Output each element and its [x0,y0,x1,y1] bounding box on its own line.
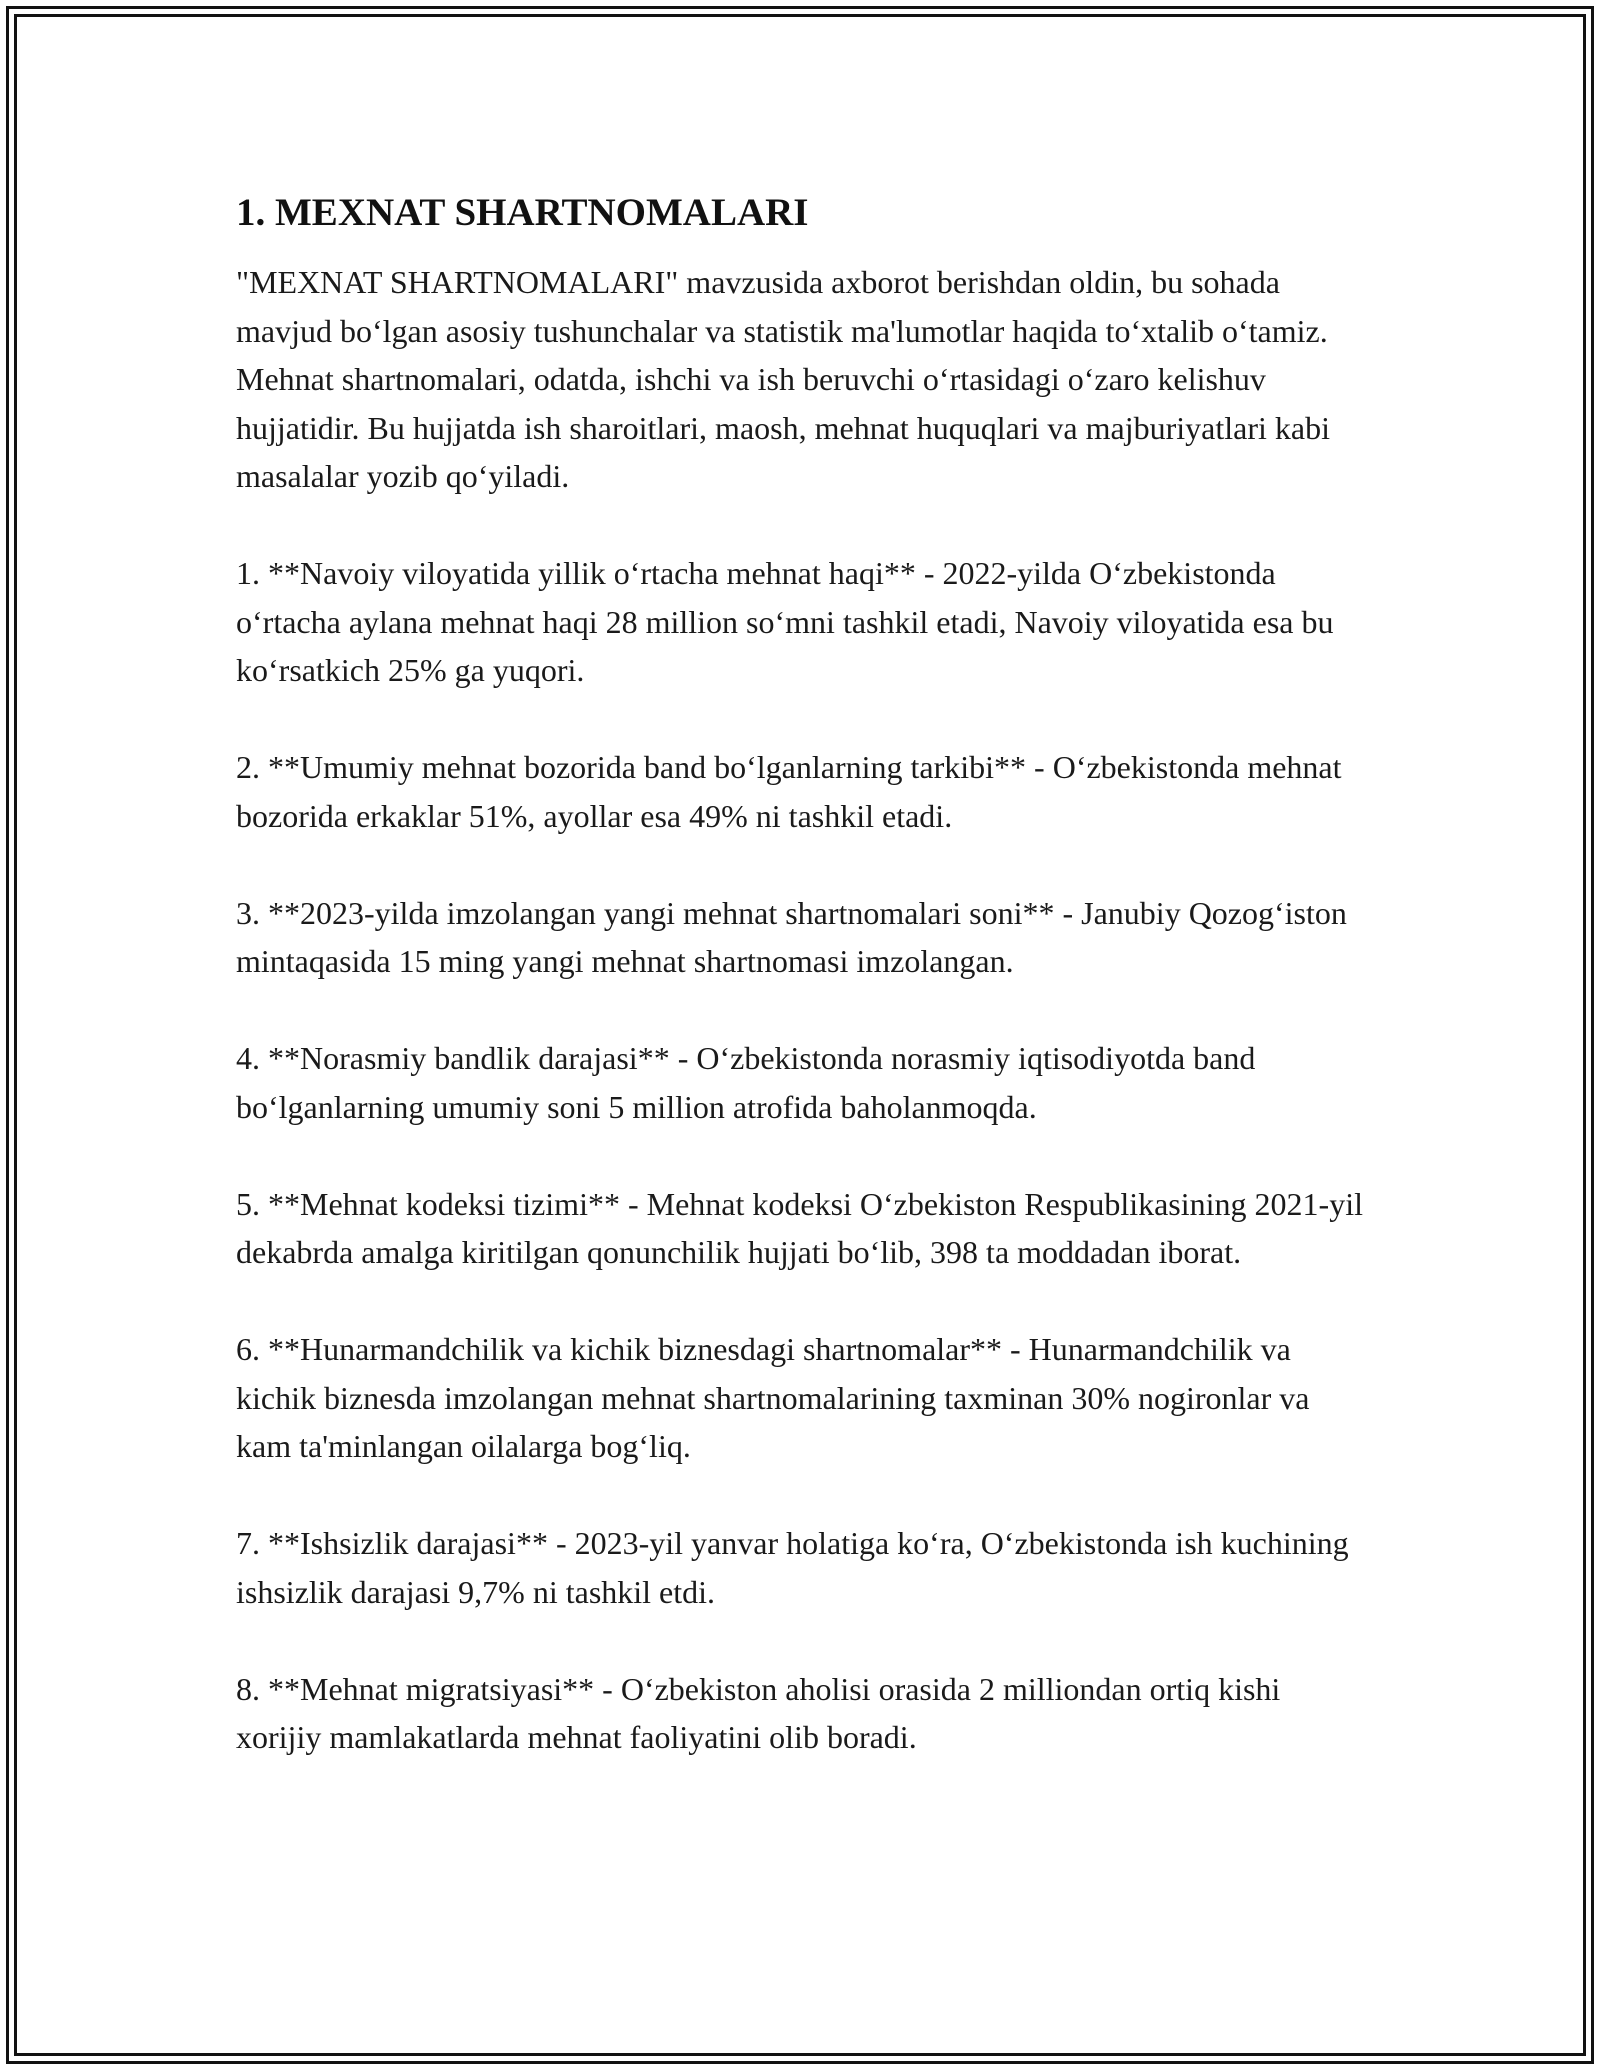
list-item-6: 6. **Hunarmandchilik va kichik biznesdagi shartnomalar** - Hunarmandchilik va kichik biznesda imzolangan mehnat shartnomalarining taxminan 30% nogironlar va kam ta'minlangan oilalarga bogʻliq. [236,1331,1310,1464]
list-item-8: 8. **Mehnat migratsiyasi** - Oʻzbekiston aholisi orasida 2 milliondan ortiq kishi xorijiy mamlakatlarda mehnat faoliyatini olib boradi. [236,1670,1281,1755]
document-body [236,188,1366,1810]
document-title: 1. MEXNAT SHARTNOMALARI [236,191,809,234]
intro-paragraph: "MEXNAT SHARTNOMALARI" mavzusida axborot berishdan oldin, bu sohada mavjud boʻlgan asosiy tushunchalar va statistik ma'lumotlar haqida toʻxtalib oʻtamiz. Mehnat shartnomalari, odatda, ishchi va ish beruvchi oʻrtasidagi oʻzaro kelishuv hujjatidir. Bu hujjatda ish sharoitlari, maosh, mehnat huquqlari va majburiyatlari kabi masalalar yozib qoʻyiladi. [236,264,1330,494]
list-item-2: 2. **Umumiy mehnat bozorida band boʻlganlarning tarkibi** - Oʻzbekistonda mehnat bozorida erkaklar 51%, ayollar esa 49% ni tashkil etadi. [236,749,1342,834]
list-item-3: 3. **2023-yilda imzolangan yangi mehnat shartnomalari soni** - Janubiy Qozogʻiston mintaqasida 15 ming yangi mehnat shartnomasi imzolangan. [236,894,1347,979]
list-item-5: 5. **Mehnat kodeksi tizimi** - Mehnat kodeksi Oʻzbekiston Respublikasining 2021-yil dekabrda amalga kiritilgan qonunchilik hujjati boʻlib, 398 ta moddadan iborat. [236,1185,1363,1270]
list-item-4: 4. **Norasmiy bandlik darajasi** - Oʻzbekistonda norasmiy iqtisodiyotda band boʻlganlarning umumiy soni 5 million atrofida baholanmoqda. [236,1040,1256,1125]
list-item-1: 1. **Navoiy viloyatida yillik oʻrtacha mehnat haqi** - 2022-yilda Oʻzbekistonda oʻrtacha aylana mehnat haqi 28 million soʻmni tashkil etadi, Navoiy viloyatida esa bu koʻrsatkich 25% ga yuqori. [236,555,1334,688]
list-item-7: 7. **Ishsizlik darajasi** - 2023-yil yanvar holatiga koʻra, Oʻzbekistonda ish kuchining ishsizlik darajasi 9,7% ni tashkil etdi. [236,1525,1349,1610]
